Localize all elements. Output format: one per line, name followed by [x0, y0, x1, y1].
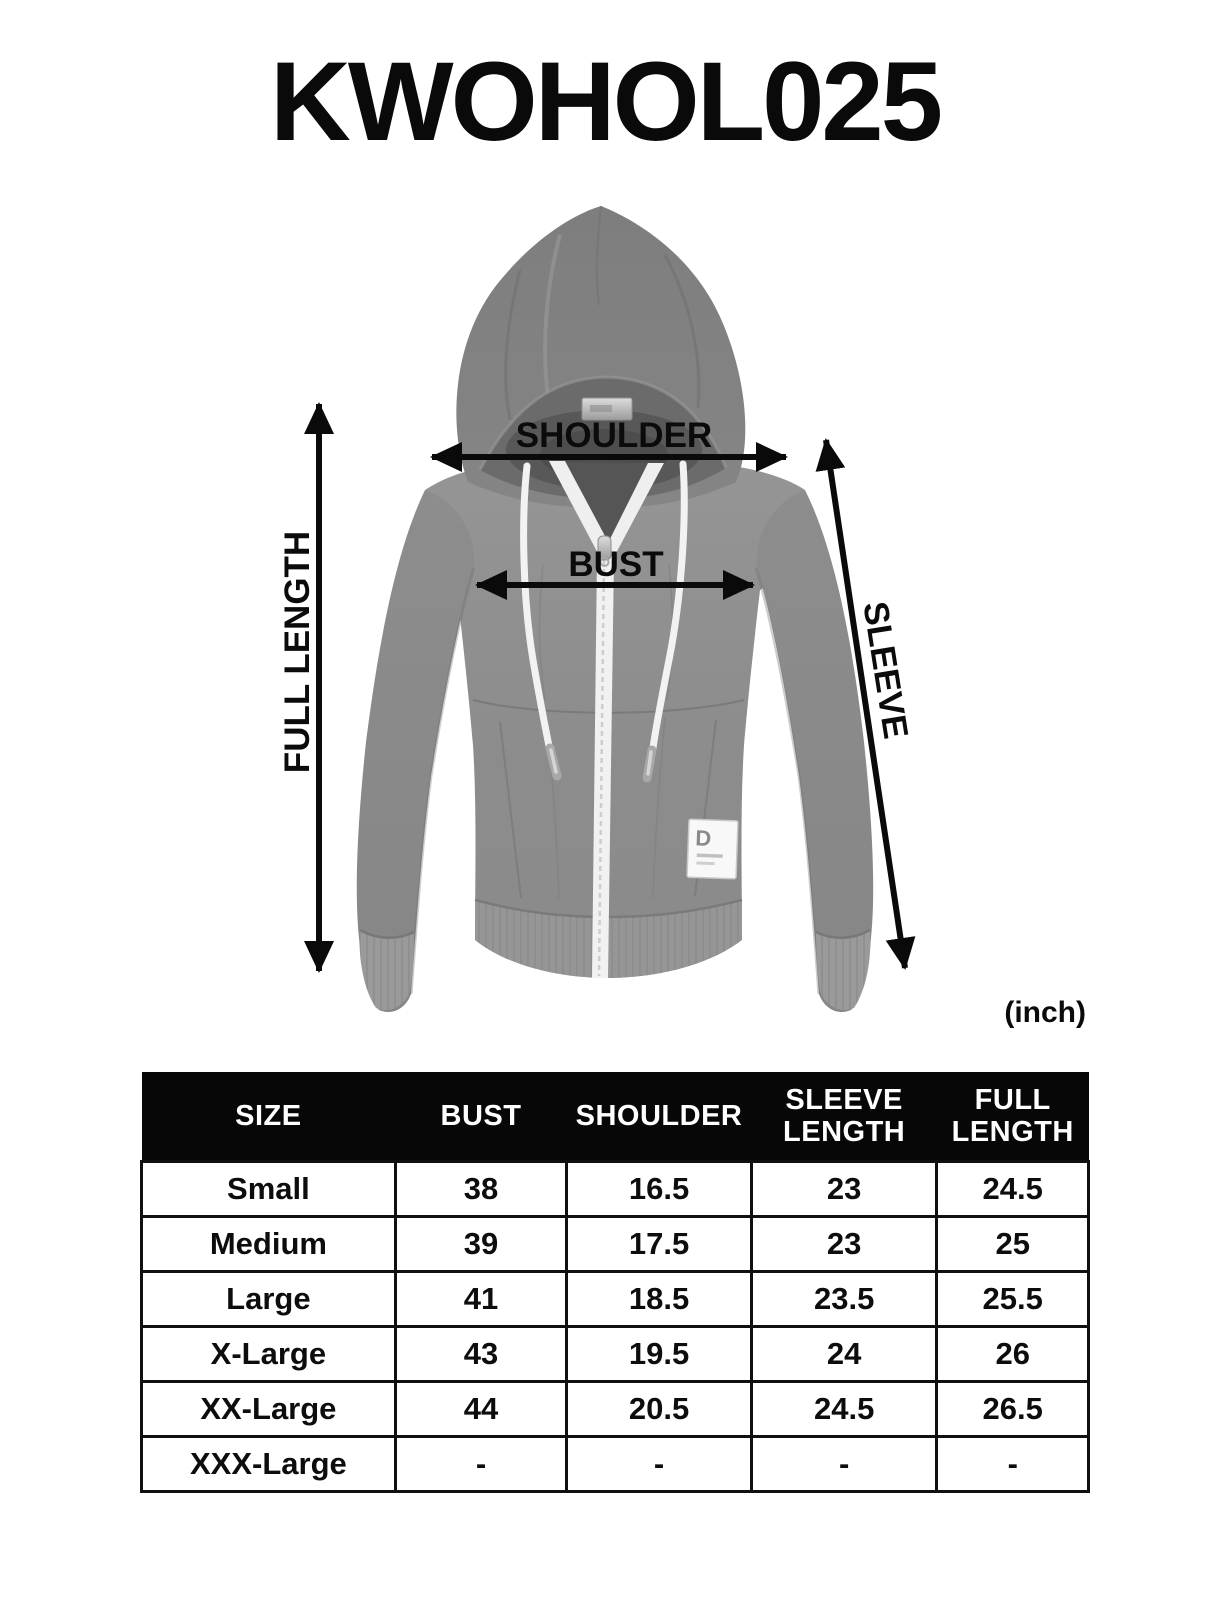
value-cell: 25.5: [937, 1272, 1089, 1327]
table-row: [142, 1437, 1089, 1492]
value-cell: -: [751, 1437, 937, 1492]
size-cell: Medium: [142, 1217, 396, 1272]
column-header: FULL LENGTH: [937, 1072, 1089, 1162]
value-cell: 24.5: [751, 1382, 937, 1437]
value-cell: 38: [395, 1162, 566, 1217]
table-row: [142, 1162, 1089, 1217]
unit-label: (inch): [1004, 996, 1086, 1029]
value-cell: 23: [751, 1217, 937, 1272]
column-header: SHOULDER: [567, 1072, 752, 1162]
value-cell: 26.5: [937, 1382, 1089, 1437]
value-cell: 24.5: [937, 1162, 1089, 1217]
full-length-label: FULL LENGTH: [278, 530, 317, 774]
column-header: SIZE: [142, 1072, 396, 1162]
value-cell: 17.5: [567, 1217, 752, 1272]
value-cell: -: [395, 1437, 566, 1492]
table-row: [142, 1217, 1089, 1272]
sleeve-label: SLEEVE: [855, 598, 916, 742]
bust-label: BUST: [568, 545, 664, 584]
table-row: [142, 1382, 1089, 1437]
value-cell: 24: [751, 1327, 937, 1382]
value-cell: 16.5: [567, 1162, 752, 1217]
product-code-title: KWOHOL025: [270, 39, 940, 164]
value-cell: 20.5: [567, 1382, 752, 1437]
table-row: [142, 1327, 1089, 1382]
table-header-row: [142, 1072, 1089, 1162]
column-header: SLEEVE LENGTH: [751, 1072, 937, 1162]
value-cell: 41: [395, 1272, 566, 1327]
value-cell: 19.5: [567, 1327, 752, 1382]
table-body: [142, 1162, 1089, 1492]
brand-tag: [687, 819, 738, 879]
value-cell: -: [567, 1437, 752, 1492]
shoulder-label: SHOULDER: [515, 416, 713, 455]
size-cell: XX-Large: [142, 1382, 396, 1437]
table-row: [142, 1272, 1089, 1327]
value-cell: 43: [395, 1327, 566, 1382]
value-cell: 39: [395, 1217, 566, 1272]
size-cell: X-Large: [142, 1327, 396, 1382]
value-cell: 23: [751, 1162, 937, 1217]
size-cell: Small: [142, 1162, 396, 1217]
brand-tag-letter: D: [694, 825, 712, 851]
value-cell: 25: [937, 1217, 1089, 1272]
column-header: BUST: [395, 1072, 566, 1162]
value-cell: -: [937, 1437, 1089, 1492]
size-table: [140, 1072, 1090, 1493]
size-cell: Large: [142, 1272, 396, 1327]
size-cell: XXX-Large: [142, 1437, 396, 1492]
value-cell: 23.5: [751, 1272, 937, 1327]
value-cell: 26: [937, 1327, 1089, 1382]
value-cell: 18.5: [567, 1272, 752, 1327]
value-cell: 44: [395, 1382, 566, 1437]
hoodie-illustration: [357, 206, 873, 1012]
